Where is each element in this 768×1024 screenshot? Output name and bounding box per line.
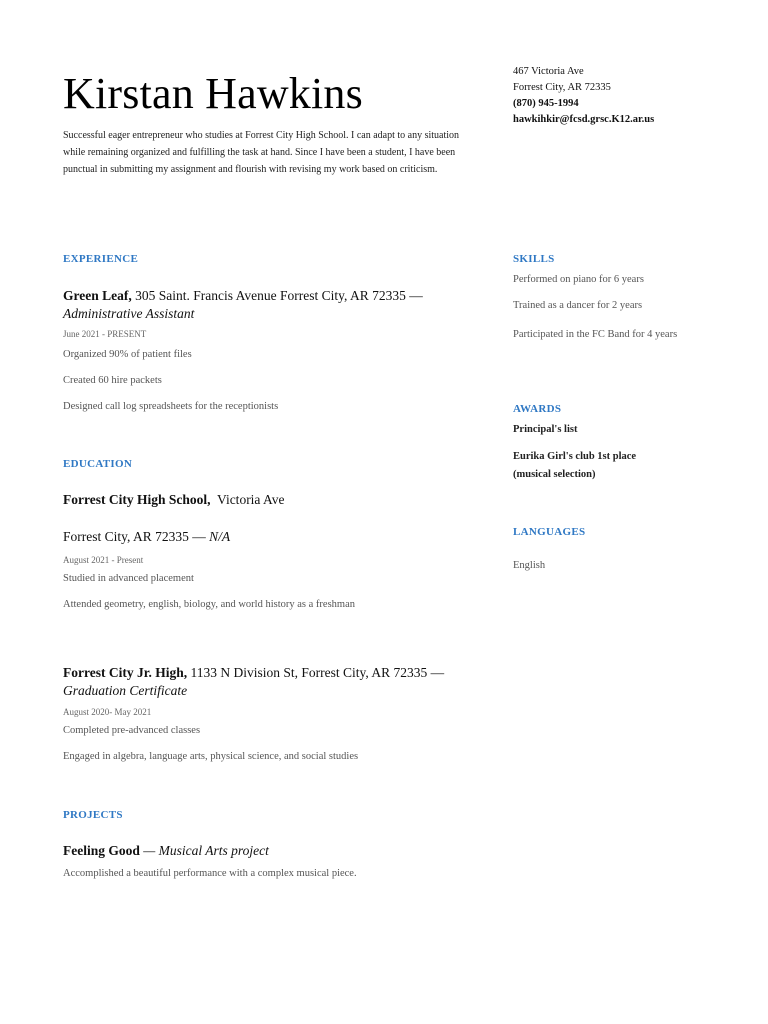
school-1-address: Victoria Ave: [210, 492, 285, 507]
award-item: Principal's list: [513, 424, 578, 435]
school-2-degree: Graduation Certificate: [63, 683, 188, 698]
project-subtitle: — Musical Arts project: [139, 843, 269, 858]
school-1-dates: August 2021 - Present: [63, 555, 144, 565]
school-2-address: 1133 N Division St, Forrest City, AR 72335 —: [187, 665, 445, 680]
address-line-2: Forrest City, AR 72335: [513, 82, 611, 93]
experience-item: Created 60 hire packets: [63, 375, 162, 386]
school-1-degree: N/A: [209, 529, 231, 544]
phone-number: (870) 945-1994: [513, 98, 579, 109]
education-school-2-title: [63, 664, 483, 700]
section-heading-awards: AWARDS: [513, 403, 562, 415]
experience-role: Administrative Assistant: [63, 306, 195, 321]
email-address: hawkihkir@fcsd.grsc.K12.ar.us: [513, 114, 655, 125]
section-heading-education: EDUCATION: [63, 458, 133, 470]
school-1-name: Forrest City High School,: [63, 492, 211, 507]
award-item: Eurika Girl's club 1st place (musical selection): [513, 451, 637, 480]
school-2-dates: August 2020- May 2021: [63, 707, 152, 717]
school-1-city: Forrest City, AR 72335 —: [63, 529, 210, 544]
skill-item: Trained as a dancer for 2 years: [513, 300, 643, 311]
experience-entry-title: [63, 287, 483, 323]
section-heading-skills: SKILLS: [513, 253, 555, 265]
school-2-name: Forrest City Jr. High,: [63, 665, 188, 680]
project-title-line: [63, 842, 269, 860]
section-heading-projects: PROJECTS: [63, 809, 123, 821]
experience-item: Designed call log spreadsheets for the receptionists: [63, 401, 279, 412]
project-description: Accomplished a beautiful performance with a complex musical piece.: [63, 868, 357, 879]
skill-item: Performed on piano for 6 years: [513, 274, 644, 285]
skill-item: Participated in the FC Band for 4 years: [513, 329, 678, 340]
education-school-1-location: [63, 528, 230, 546]
education-school-1-title: [63, 491, 285, 509]
experience-dates: June 2021 - PRESENT: [63, 329, 147, 339]
language-item: English: [513, 560, 546, 571]
contact-block: [513, 64, 654, 128]
school-1-item: Attended geometry, english, biology, and world history as a freshman: [63, 599, 355, 610]
project-title: Feeling Good: [63, 843, 140, 858]
school-2-item: Engaged in algebra, language arts, physical science, and social studies: [63, 751, 359, 762]
school-2-item: Completed pre-advanced classes: [63, 725, 201, 736]
experience-item: Organized 90% of patient files: [63, 349, 192, 360]
school-1-item: Studied in advanced placement: [63, 573, 194, 584]
section-heading-languages: LANGUAGES: [513, 526, 586, 538]
summary-paragraph: Successful eager entrepreneur who studies at Forrest City High School. I can adapt to any situation while remaining organized and fulfilling the task at hand. Since I have been a student, I have been punctual in submitting my assignment and flourish with revising my work based on criticism.: [63, 130, 460, 175]
experience-org: Green Leaf,: [63, 288, 132, 303]
resume-name: Kirstan Hawkins: [63, 69, 363, 118]
address-line-1: 467 Victoria Ave: [513, 66, 584, 77]
experience-address: 305 Saint. Francis Avenue Forrest City, AR 72335 —: [131, 288, 423, 303]
section-heading-experience: EXPERIENCE: [63, 253, 139, 265]
